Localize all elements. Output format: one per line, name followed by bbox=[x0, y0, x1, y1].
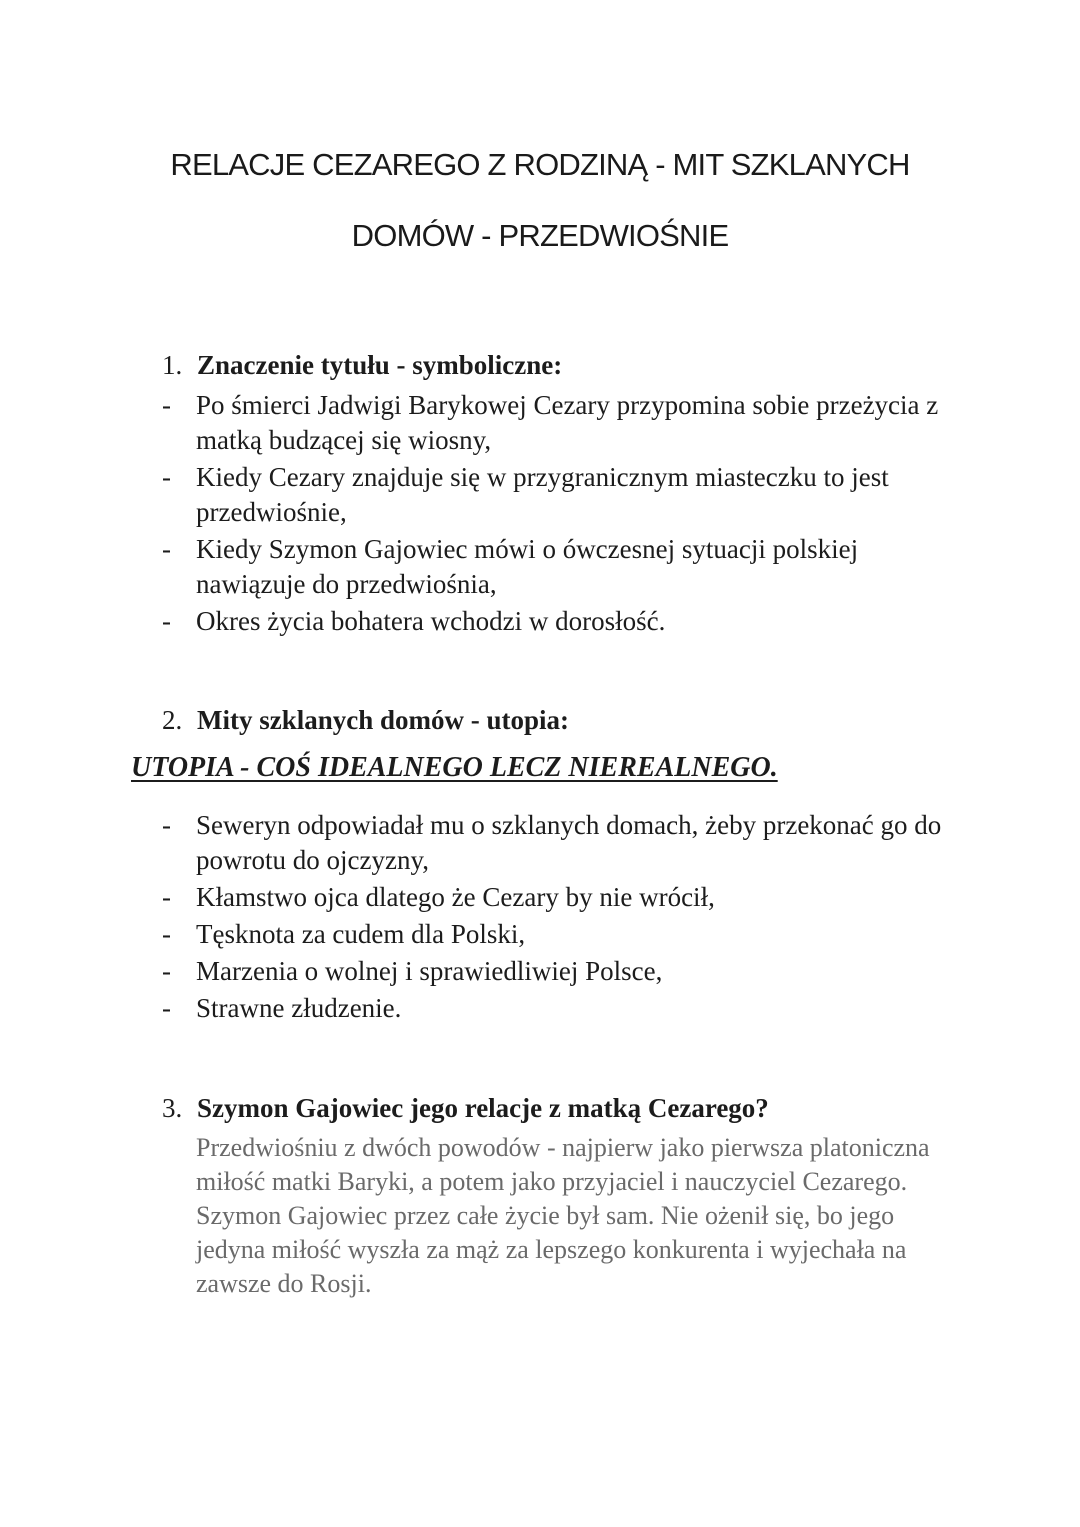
page-title-line-1: RELACJE CEZAREGO Z RODZINĄ - MIT SZKLANYCH bbox=[170, 147, 910, 182]
section-2-number: 2. bbox=[162, 705, 183, 735]
list-item-text: Kiedy Cezary znajduje się w przygranicznym miasteczku to jest przedwiośnie, bbox=[196, 462, 889, 527]
bullet-dash: - bbox=[162, 919, 171, 949]
list-item-text: Okres życia bohatera wchodzi w dorosłość. bbox=[196, 606, 666, 636]
list-item bbox=[0, 991, 956, 1026]
section-1-heading bbox=[162, 350, 562, 381]
section-2-title: Mity szklanych domów - utopia: bbox=[197, 705, 570, 735]
bullet-dash: - bbox=[162, 993, 171, 1023]
section-1-title: Znaczenie tytułu - symboliczne: bbox=[197, 350, 563, 380]
page-title-line-2: DOMÓW - PRZEDWIOŚNIE bbox=[351, 218, 729, 253]
list-item-text: Tęsknota za cudem dla Polski, bbox=[196, 919, 526, 949]
section-3-heading bbox=[162, 1093, 769, 1124]
list-item bbox=[0, 460, 956, 530]
list-item-text: Marzenia o wolnej i sprawiedliwiej Polsce, bbox=[196, 956, 663, 986]
utopia-definition: UTOPIA - COŚ IDEALNEGO LECZ NIEREALNEGO. bbox=[131, 752, 778, 783]
list-item bbox=[0, 532, 956, 602]
bullet-dash: - bbox=[162, 534, 171, 564]
list-item bbox=[0, 917, 956, 952]
section-3-number: 3. bbox=[162, 1093, 183, 1123]
bullet-dash: - bbox=[162, 956, 171, 986]
list-item-text: Strawne złudzenie. bbox=[196, 993, 402, 1023]
bullet-dash: - bbox=[162, 462, 171, 492]
bullet-dash: - bbox=[162, 606, 171, 636]
list-item-text: Kłamstwo ojca dlatego że Cezary by nie wrócił, bbox=[196, 882, 715, 912]
section-3-title: Szymon Gajowiec jego relacje z matką Cezarego? bbox=[197, 1093, 769, 1123]
bullet-dash: - bbox=[162, 882, 171, 912]
list-item-text: Seweryn odpowiadał mu o szklanych domach, żeby przekonać go do powrotu do ojczyzny, bbox=[196, 810, 942, 875]
section-2-bullet-list bbox=[0, 808, 956, 1028]
section-2-heading bbox=[162, 705, 569, 736]
section-1-number: 1. bbox=[162, 350, 183, 380]
list-item bbox=[0, 880, 956, 915]
list-item-text: Kiedy Szymon Gajowiec mówi o ówczesnej sytuacji polskiej nawiązuje do przedwiośnia, bbox=[196, 534, 859, 599]
section-1-bullet-list bbox=[0, 388, 956, 641]
bullet-dash: - bbox=[162, 810, 171, 840]
section-3-paragraph: Przedwiośniu z dwóch powodów - najpierw jako pierwsza platoniczna miłość matki Baryki, a potem jako przyjaciel i nauczyciel Cezarego. Szymon Gajowiec przez całe życie był sam. Nie ożenił się, bo jego jedyna miłość wyszła za mąż za lepszego konkurenta i wyjechała na zawsze do Rosji. bbox=[196, 1133, 930, 1298]
list-item bbox=[0, 388, 956, 458]
list-item bbox=[0, 954, 956, 989]
list-item bbox=[0, 604, 956, 639]
list-item-text: Po śmierci Jadwigi Barykowej Cezary przypomina sobie przeżycia z matką budzącej się wiosny, bbox=[196, 390, 939, 455]
bullet-dash: - bbox=[162, 390, 171, 420]
list-item bbox=[0, 808, 956, 878]
